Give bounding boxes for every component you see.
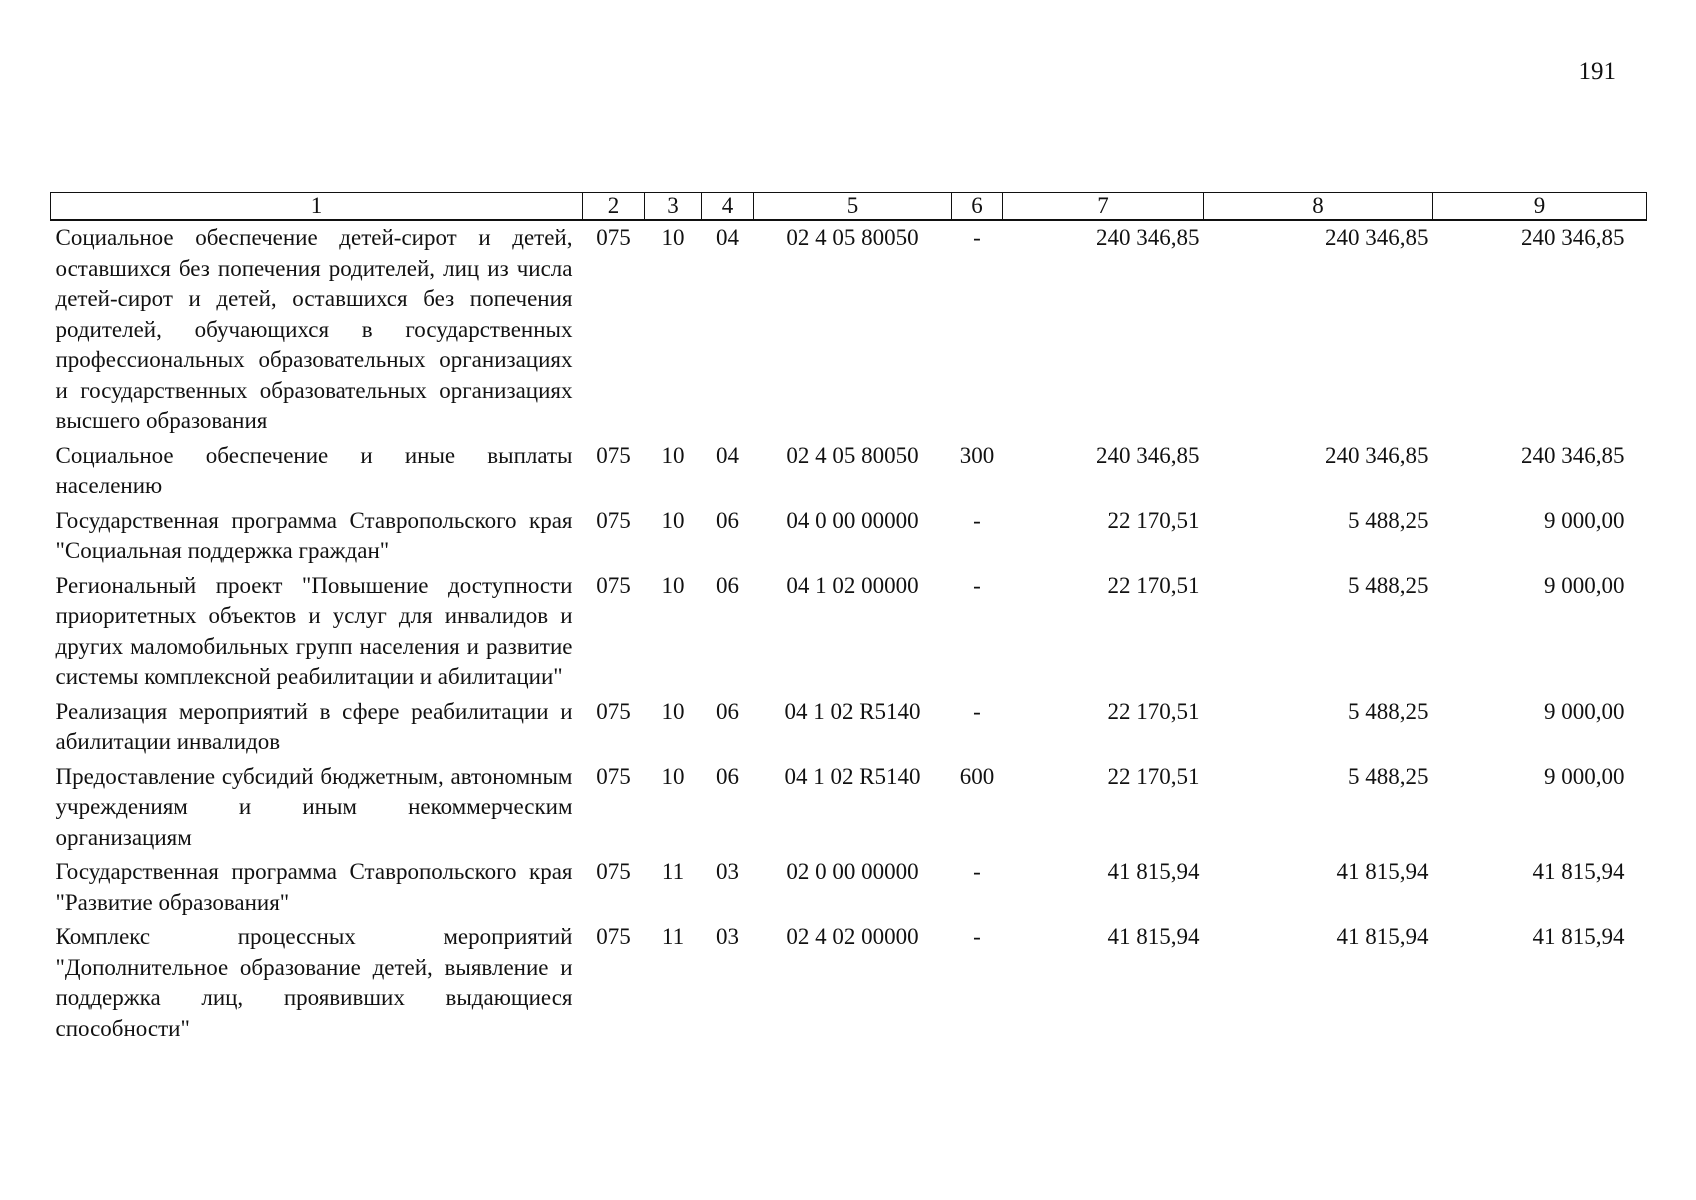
column-header: 5 <box>754 193 952 221</box>
row-name: Комплекс процессных мероприятий "Дополнительное образование детей, выявление и поддержка лиц, проявивших выдающиеся способности" <box>55 924 573 1041</box>
cell-amount-9: 240 346,85 <box>1521 225 1625 250</box>
cell-ministry-code: 075 <box>596 507 631 533</box>
cell-section: 10 <box>661 572 685 598</box>
table-row <box>51 220 1647 439</box>
cell-ministry-code: 075 <box>596 442 631 468</box>
cell-ministry-code: 075 <box>596 572 631 598</box>
cell-amount-7: 22 170,51 <box>1107 507 1200 533</box>
cell-amount-9: 41 815,94 <box>1532 924 1625 949</box>
column-header: 8 <box>1204 193 1433 221</box>
cell-amount-7: 41 815,94 <box>1107 924 1200 949</box>
cell-amount-8: 240 346,85 <box>1325 442 1429 468</box>
cell-target-article: 04 1 02 R5140 <box>784 698 921 724</box>
cell-ministry-code: 075 <box>596 763 631 789</box>
cell-amount-7: 240 346,85 <box>1096 225 1200 250</box>
cell-target-article: 02 0 00 00000 <box>786 859 919 884</box>
table-row <box>51 920 1647 1046</box>
column-header: 3 <box>645 193 702 221</box>
cell-amount-9: 9 000,00 <box>1544 698 1625 724</box>
cell-subsection: 06 <box>716 507 739 533</box>
cell-expense-type: 600 <box>959 763 995 789</box>
column-header: 2 <box>583 193 645 221</box>
cell-expense-type: - <box>973 572 981 598</box>
cell-section: 11 <box>661 859 685 884</box>
row-name: Социальное обеспечение и иные выплаты населению <box>55 442 573 498</box>
cell-target-article: 02 4 05 80050 <box>786 442 919 468</box>
cell-target-article: 02 4 05 80050 <box>786 225 919 250</box>
cell-amount-8: 5 488,25 <box>1348 507 1429 533</box>
cell-expense-type: 300 <box>959 442 995 468</box>
cell-expense-type: - <box>973 859 981 884</box>
cell-expense-type: - <box>973 507 981 533</box>
budget-table <box>50 192 1647 1046</box>
cell-section: 10 <box>661 225 685 250</box>
cell-subsection: 04 <box>716 225 739 250</box>
cell-ministry-code: 075 <box>596 698 631 724</box>
table-row <box>51 504 1647 569</box>
column-header: 6 <box>952 193 1003 221</box>
cell-amount-9: 41 815,94 <box>1532 859 1625 884</box>
cell-amount-7: 240 346,85 <box>1096 442 1200 468</box>
row-name: Региональный проект "Повышение доступности приоритетных объектов и услуг для инвалидов и других маломобильных групп населения и развитие системы комплексной реабилитации и абилитации" <box>55 572 573 689</box>
cell-amount-8: 5 488,25 <box>1348 572 1429 598</box>
table-row <box>51 439 1647 504</box>
cell-expense-type: - <box>973 924 981 949</box>
cell-amount-9: 9 000,00 <box>1544 507 1625 533</box>
table-row <box>51 569 1647 695</box>
cell-section: 11 <box>661 924 685 949</box>
cell-ministry-code: 075 <box>596 859 631 884</box>
cell-amount-8: 5 488,25 <box>1348 763 1429 789</box>
cell-amount-8: 41 815,94 <box>1336 859 1429 884</box>
table-row <box>51 855 1647 920</box>
cell-subsection: 06 <box>716 572 739 598</box>
header-row <box>51 193 1647 221</box>
cell-expense-type: - <box>973 698 981 724</box>
cell-target-article: 04 1 02 00000 <box>786 572 919 598</box>
row-name: Предоставление субсидий бюджетным, автономным учреждениям и иным некоммерческим организациям <box>55 763 573 850</box>
cell-subsection: 03 <box>716 859 739 884</box>
cell-subsection: 06 <box>716 698 739 724</box>
row-name: Социальное обеспечение детей-сирот и детей, оставшихся без попечения родителей, лиц из числа детей-сирот и детей, оставшихся без попечения родителей, обучающихся в государственных профессиональных образовательных организациях и государственных образовательных организациях высшего образования <box>55 225 573 433</box>
cell-section: 10 <box>661 442 685 468</box>
cell-amount-9: 9 000,00 <box>1544 763 1625 789</box>
cell-subsection: 03 <box>716 924 739 949</box>
column-header: 1 <box>51 193 583 221</box>
table-row <box>51 695 1647 760</box>
cell-target-article: 04 1 02 R5140 <box>784 763 921 789</box>
cell-ministry-code: 075 <box>596 225 631 250</box>
row-name: Государственная программа Ставропольского края "Развитие образования" <box>55 859 573 915</box>
cell-expense-type: - <box>973 225 981 250</box>
cell-amount-8: 41 815,94 <box>1336 924 1429 949</box>
cell-amount-8: 240 346,85 <box>1325 225 1429 250</box>
cell-amount-7: 22 170,51 <box>1107 698 1200 724</box>
cell-section: 10 <box>661 763 685 789</box>
cell-amount-7: 22 170,51 <box>1107 572 1200 598</box>
cell-section: 10 <box>661 507 685 533</box>
column-header: 9 <box>1433 193 1647 221</box>
column-header: 4 <box>702 193 754 221</box>
cell-subsection: 04 <box>716 442 739 468</box>
cell-amount-7: 41 815,94 <box>1107 859 1200 884</box>
column-header: 7 <box>1003 193 1204 221</box>
cell-amount-9: 240 346,85 <box>1521 442 1625 468</box>
table-row <box>51 760 1647 856</box>
cell-subsection: 06 <box>716 763 739 789</box>
cell-target-article: 04 0 00 00000 <box>786 507 919 533</box>
cell-target-article: 02 4 02 00000 <box>786 924 919 949</box>
row-name: Реализация мероприятий в сфере реабилитации и абилитации инвалидов <box>55 698 573 754</box>
page-number: 191 <box>1578 58 1616 85</box>
cell-amount-7: 22 170,51 <box>1107 763 1200 789</box>
cell-amount-8: 5 488,25 <box>1348 698 1429 724</box>
cell-ministry-code: 075 <box>596 924 631 949</box>
cell-section: 10 <box>661 698 685 724</box>
cell-amount-9: 9 000,00 <box>1544 572 1625 598</box>
row-name: Государственная программа Ставропольского края "Социальная поддержка граждан" <box>55 507 573 563</box>
